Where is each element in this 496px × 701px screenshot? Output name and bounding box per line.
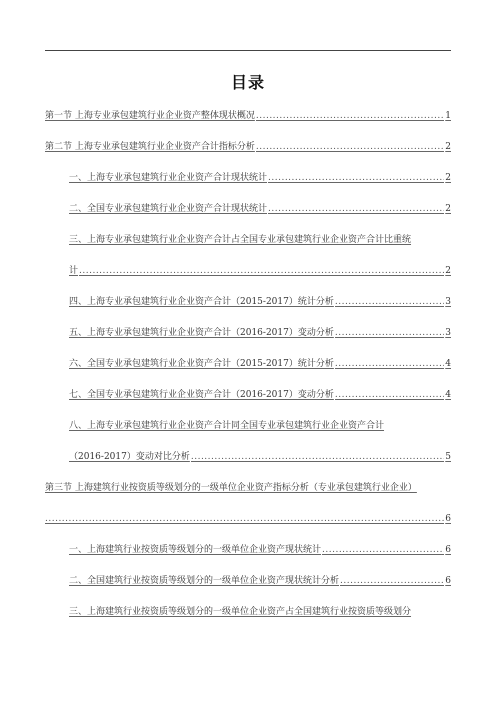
toc-entry-label: （2016-2017）变动对比分析 — [69, 452, 190, 462]
header-rule — [45, 50, 451, 51]
toc-entry-label: 三、上海专业承包建筑行业企业资产合计占全国专业承包建筑行业企业资产合计比重统 — [69, 235, 412, 245]
toc-page-number: 4 — [445, 390, 451, 400]
page-title: 目录 — [230, 73, 265, 92]
toc-entry-section-3[interactable] — [45, 482, 451, 494]
toc-entry-section-1[interactable] — [45, 110, 451, 122]
toc-entry-2-5[interactable] — [69, 327, 451, 339]
toc-entry-2-8-continued[interactable] — [69, 451, 451, 463]
toc-entry-label: 一、上海专业承包建筑行业企业资产合计现状统计 — [69, 173, 268, 183]
toc-entry-2-8[interactable] — [69, 420, 451, 432]
toc-page-number: 2 — [445, 266, 451, 276]
toc-entry-label: 第一节 上海专业承包建筑行业企业资产整体现状概况 — [45, 111, 255, 121]
toc-entry-2-6[interactable] — [69, 358, 451, 370]
toc-page-number: 6 — [445, 576, 451, 586]
toc-leader-dots — [191, 451, 444, 463]
toc-entry-label: 六、全国专业承包建筑行业企业资产合计（2015-2017）统计分析 — [69, 359, 334, 369]
toc-page-number: 3 — [445, 328, 451, 338]
toc-entry-2-1[interactable] — [69, 172, 451, 184]
toc-entry-label: 三、上海建筑行业按资质等级划分的一级单位企业资产占全国建筑行业按资质等级划分 — [69, 607, 412, 617]
toc-page-number: 2 — [445, 204, 451, 214]
toc-leader-dots — [268, 203, 444, 215]
toc-entry-label: 四、上海专业承包建筑行业企业资产合计（2015-2017）统计分析 — [69, 297, 334, 307]
toc-entry-2-3[interactable] — [69, 234, 451, 246]
toc-entry-3-2[interactable] — [69, 575, 451, 587]
toc-entry-2-7[interactable] — [69, 389, 451, 401]
toc-leader-dots — [256, 141, 444, 153]
toc-leader-dots — [335, 327, 444, 339]
toc-page-number: 2 — [445, 173, 451, 183]
toc-leader-dots — [335, 296, 444, 308]
toc-page-number: 6 — [445, 514, 451, 524]
toc-leader-dots — [335, 358, 444, 370]
toc-page-number: 6 — [445, 545, 451, 555]
toc-entry-label: 二、全国建筑行业按资质等级划分的一级单位企业资产现状统计分析 — [69, 576, 340, 586]
toc-entry-label: 五、上海专业承包建筑行业企业资产合计（2016-2017）变动分析 — [69, 328, 334, 338]
toc-entry-3-1[interactable] — [69, 544, 451, 556]
toc-leader-dots — [322, 544, 444, 556]
toc-page-number: 3 — [445, 297, 451, 307]
toc-leader-dots — [340, 575, 444, 587]
toc-entry-label: 一、上海建筑行业按资质等级划分的一级单位企业资产现状统计 — [69, 545, 322, 555]
toc-entry-section-3-continued[interactable] — [45, 513, 451, 525]
toc-page-number: 4 — [445, 359, 451, 369]
toc-entry-2-4[interactable] — [69, 296, 451, 308]
toc-leader-dots — [45, 513, 444, 525]
toc-page-number: 5 — [445, 452, 451, 462]
toc-entry-3-3[interactable] — [69, 606, 451, 618]
toc-entry-2-2[interactable] — [69, 203, 451, 215]
toc-leader-dots — [268, 172, 444, 184]
toc-leader-dots — [79, 265, 444, 277]
toc-entry-label: 第二节 上海专业承包建筑行业企业资产合计指标分析 — [45, 142, 255, 152]
toc-page-number: 1 — [445, 111, 451, 121]
toc-entry-label: 二、全国专业承包建筑行业企业资产合计现状统计 — [69, 204, 268, 214]
toc-leader-dots — [335, 389, 444, 401]
toc-entry-label: 计 — [69, 266, 79, 276]
toc-leader-dots — [256, 110, 444, 122]
toc-entry-label: 七、全国专业承包建筑行业企业资产合计（2016-2017）变动分析 — [69, 390, 334, 400]
toc-page-number: 2 — [445, 142, 451, 152]
toc-entry-section-2[interactable] — [45, 141, 451, 153]
toc-entry-label: 第三节 上海建筑行业按资质等级划分的一级单位企业资产指标分析（专业承包建筑行业企业） — [45, 483, 417, 493]
toc-entry-2-3-continued[interactable] — [69, 265, 451, 277]
toc-entry-label: 八、上海专业承包建筑行业企业资产合计同全国专业承包建筑行业企业资产合计 — [69, 421, 385, 431]
